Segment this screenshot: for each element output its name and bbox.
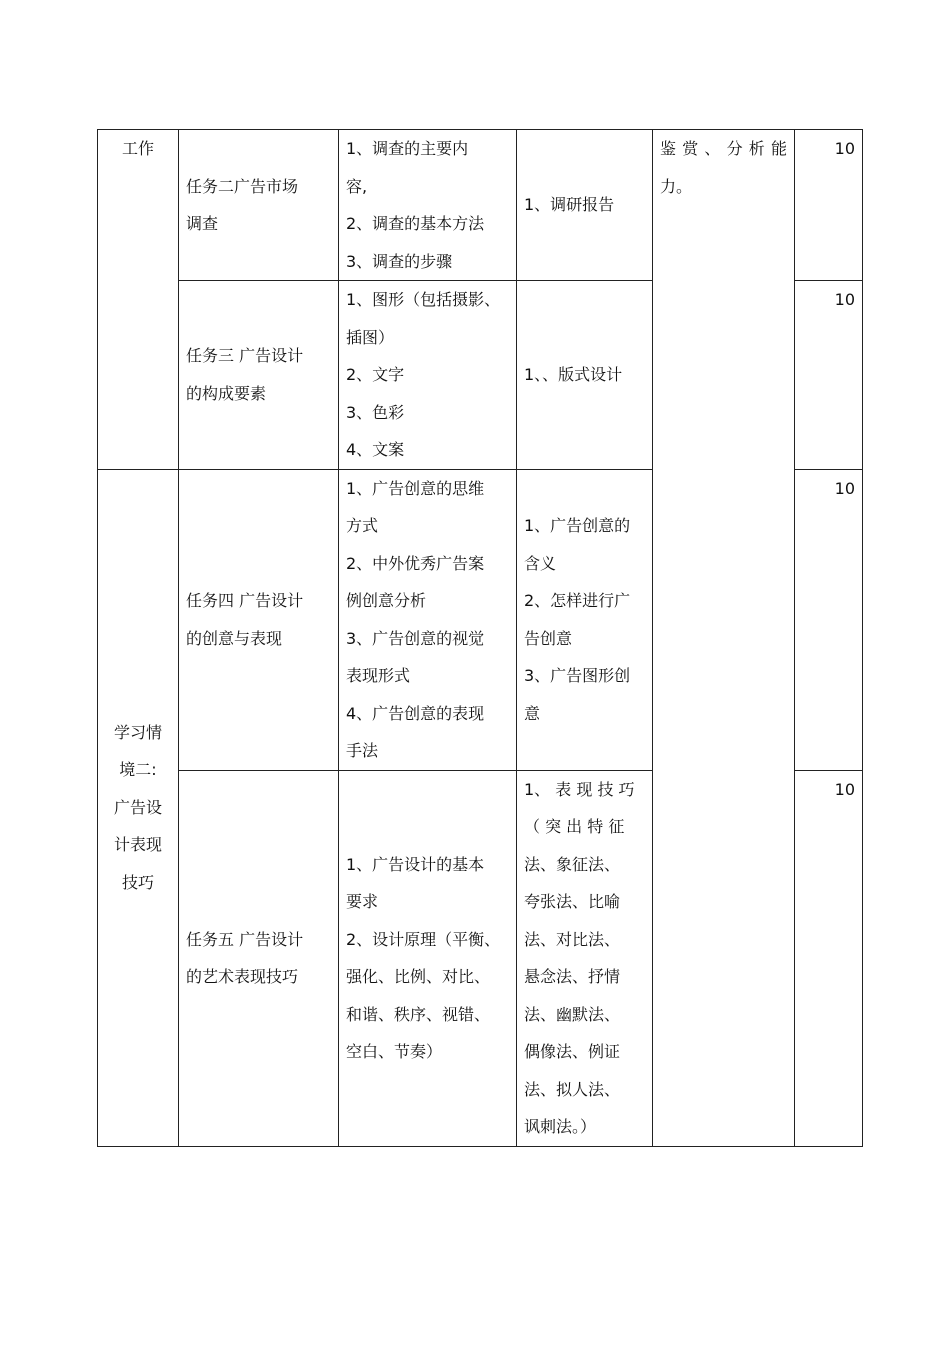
- practice-line: 意: [524, 703, 541, 723]
- task-name-line: 的艺术表现技巧: [186, 967, 299, 986]
- content-line: 1、调查的主要内: [346, 139, 469, 158]
- task-practice-cell: [517, 770, 653, 1146]
- module-label-top: 工作: [121, 139, 154, 158]
- task-name-line: 的创意与表现: [186, 628, 283, 648]
- task-content-cell: [339, 281, 517, 470]
- content-line: 和谐、秩序、视错、: [346, 1004, 491, 1024]
- ability-cell: [653, 130, 795, 1147]
- module-cell-bottom: [98, 469, 179, 1146]
- practice-line: 含义: [524, 553, 557, 573]
- score-value: 10: [834, 779, 855, 799]
- content-line: 3、调查的步骤: [346, 251, 453, 271]
- score-cell: [795, 281, 863, 470]
- module-label-line: 广告设: [113, 797, 162, 817]
- practice-line: 法、对比法、: [524, 929, 621, 949]
- module-label-line: 境二:: [119, 760, 157, 780]
- task-name-line: 任务四 广告设计: [186, 591, 304, 610]
- content-line: 1、广告设计的基本: [346, 854, 485, 874]
- task-name-line: 任务二广告市场: [186, 176, 299, 196]
- content-line: 要求: [346, 892, 379, 911]
- table-row: [98, 130, 863, 281]
- practice-line: 讽刺法。）: [524, 1117, 597, 1136]
- content-line: 手法: [346, 741, 379, 760]
- practice-line: 1、 表 现 技 巧: [524, 779, 635, 799]
- content-line: 2、文字: [346, 365, 405, 384]
- practice-line: 偶像法、例证: [524, 1042, 621, 1061]
- content-line: 例创意分析: [346, 591, 427, 610]
- task-content-cell: [339, 469, 517, 770]
- practice-line: 1、调研报告: [524, 195, 615, 215]
- module-label-line: 计表现: [113, 835, 162, 855]
- score-cell: [795, 130, 863, 281]
- ability-line: 力。: [660, 176, 693, 196]
- task-content-cell: [339, 770, 517, 1146]
- content-line: 空白、节奏）: [346, 1042, 443, 1061]
- practice-line: 法、象征法、: [524, 854, 621, 874]
- practice-line: 1、、版式设计: [524, 365, 623, 384]
- content-line: 2、调查的基本方法: [346, 214, 485, 233]
- score-cell: [795, 770, 863, 1146]
- task-name-cell: [179, 130, 339, 281]
- content-line: 1、广告创意的思维: [346, 478, 485, 498]
- content-line: 2、中外优秀广告案: [346, 553, 485, 573]
- content-line: 3、色彩: [346, 402, 405, 422]
- module-label-line: 学习情: [113, 722, 162, 742]
- content-line: 4、广告创意的表现: [346, 703, 485, 723]
- practice-line: 悬念法、抒情: [524, 967, 621, 986]
- course-table: [97, 129, 863, 1147]
- practice-line: 2、怎样进行广: [524, 591, 631, 610]
- practice-line: （ 突 出 特 征: [524, 817, 625, 836]
- task-name-line: 的构成要素: [186, 383, 267, 403]
- content-line: 容,: [346, 176, 368, 196]
- content-line: 1、图形（包括摄影、: [346, 290, 501, 309]
- content-line: 表现形式: [346, 666, 411, 685]
- practice-line: 法、幽默法、: [524, 1004, 621, 1024]
- task-content-cell: [339, 130, 517, 281]
- module-cell-top: [98, 130, 179, 470]
- task-name-cell: [179, 281, 339, 470]
- task-name-line: 任务三 广告设计: [186, 346, 304, 366]
- practice-line: 法、拟人法、: [524, 1079, 621, 1099]
- content-line: 4、文案: [346, 440, 405, 459]
- task-practice-cell: [517, 130, 653, 281]
- content-line: 方式: [346, 516, 379, 535]
- score-cell: [795, 469, 863, 770]
- score-value: 10: [834, 290, 855, 309]
- content-line: 3、广告创意的视觉: [346, 628, 485, 648]
- task-name-line: 任务五 广告设计: [186, 929, 304, 949]
- practice-line: 1、广告创意的: [524, 516, 631, 535]
- score-value: 10: [834, 478, 855, 498]
- task-name-line: 调查: [186, 214, 219, 233]
- practice-line: 告创意: [524, 628, 573, 648]
- content-line: 强化、比例、对比、: [346, 967, 491, 986]
- task-practice-cell: [517, 469, 653, 770]
- task-name-cell: [179, 770, 339, 1146]
- module-label-line: 技巧: [121, 872, 154, 892]
- content-line: 插图）: [346, 327, 395, 347]
- practice-line: 3、广告图形创: [524, 666, 631, 685]
- task-name-cell: [179, 469, 339, 770]
- ability-line: 鉴 赏 、 分 析 能: [660, 139, 787, 158]
- score-value: 10: [834, 139, 855, 158]
- practice-line: 夸张法、比喻: [524, 892, 621, 911]
- content-line: 2、设计原理（平衡、: [346, 929, 501, 949]
- task-practice-cell: [517, 281, 653, 470]
